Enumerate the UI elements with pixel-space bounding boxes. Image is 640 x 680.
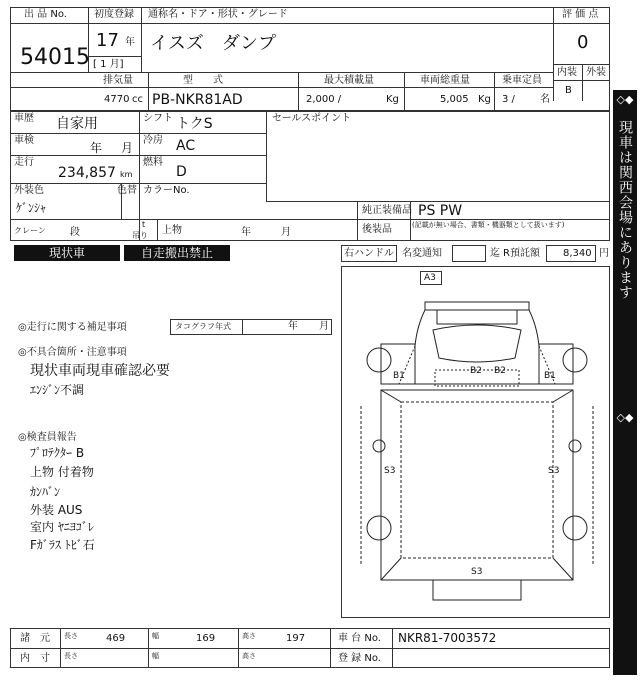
model-type: PB-NKR81AD — [152, 92, 243, 108]
reg-no-label: 登 録 No. — [338, 653, 381, 664]
divider — [410, 219, 411, 241]
interior-score: B — [565, 85, 572, 96]
divider — [10, 72, 553, 73]
first-reg-label: 初度登録 — [94, 9, 134, 20]
inspection-month: 月 — [121, 141, 134, 155]
damage-mark-a3: A3 — [424, 273, 436, 283]
r-deposit-unit: 円 — [599, 248, 609, 259]
chassis-no: NKR81-7003572 — [398, 631, 497, 645]
length-label: 長さ — [64, 632, 78, 640]
damage-mark-s3: S3 — [384, 466, 396, 476]
no-self-drive-badge: 自走搬出禁止 — [124, 245, 230, 261]
history: 自家用 — [56, 116, 98, 132]
divider — [157, 219, 158, 241]
report-line: Fｶﾞﾗｽ ﾄﾋﾞ石 — [30, 538, 95, 552]
inspector-label: ◎検査員報告 — [18, 432, 77, 443]
model-name-label: 通称名・ドア・形状・グレード — [148, 9, 288, 20]
shift-label: シフト — [143, 113, 173, 124]
divider — [266, 201, 357, 202]
name-change-box — [452, 245, 486, 262]
width-label: 幅 — [152, 652, 159, 660]
divider — [494, 72, 495, 111]
divider — [404, 72, 405, 111]
r-deposit: 8,340 — [563, 248, 592, 259]
score-label: 評 価 点 — [562, 9, 599, 20]
length-label: 長さ — [64, 652, 78, 660]
length: 469 — [106, 633, 126, 644]
tacho-year: 年 — [288, 321, 298, 332]
divider — [10, 87, 553, 88]
truck-diagram — [341, 266, 610, 618]
divider — [266, 111, 267, 201]
height-label: 高さ — [242, 652, 256, 660]
report-line: ﾌﾟﾛﾃｸﾀｰ B — [30, 446, 85, 460]
gross-weight: 5,005 — [440, 94, 469, 105]
mileage-unit: km — [120, 170, 133, 179]
reg-year-unit: 年 — [125, 37, 135, 48]
exterior-label: 外装 — [586, 67, 606, 78]
divider — [357, 201, 358, 219]
deadline-label: 迄 — [490, 248, 500, 259]
interior-label: 内装 — [557, 67, 577, 78]
divider — [582, 64, 583, 101]
damage-mark-s3: S3 — [471, 567, 483, 577]
ext-color: ｹﾞﾝｼｬ — [16, 201, 47, 215]
divider — [148, 72, 149, 111]
inspection-label: 車検 — [14, 135, 34, 146]
lot-no-label: 出 品 No. — [24, 9, 67, 20]
damage-mark-b1: B1 — [544, 371, 556, 381]
reg-year: 17 — [96, 30, 119, 51]
divider — [553, 7, 554, 101]
max-load-label: 最大積載量 — [324, 75, 374, 86]
diamond-icon: ◇◆ — [616, 411, 634, 424]
equipment: PS PW — [418, 203, 463, 219]
ac: AC — [176, 138, 196, 154]
divider — [238, 628, 239, 668]
color-change-label: 色替 — [117, 185, 137, 196]
gross-weight-unit: Kg — [478, 94, 491, 105]
damage-mark-b1: B1 — [393, 371, 405, 381]
mileage-label: 走行 — [14, 157, 34, 168]
width: 169 — [196, 633, 216, 644]
defect-line: ｴﾝｼﾞﾝ不調 — [30, 383, 85, 397]
driving-notes-label: ◎走行に関する補足事項 — [18, 322, 127, 333]
specs-label: 諸 元 — [20, 633, 50, 644]
fuel: D — [176, 164, 187, 180]
report-line: 上物 付着物 — [30, 465, 94, 479]
aftermarket-label: 後装品 — [362, 224, 392, 235]
aftermarket-note: (記載が無い場合、書類・機器類として扱います) — [412, 221, 565, 229]
divider — [357, 201, 610, 202]
shift: トクS — [176, 116, 213, 132]
gross-weight-label: 車両総重量 — [420, 75, 470, 86]
inspection-year: 年 — [90, 141, 103, 155]
max-load: 2,000 / — [306, 94, 342, 105]
tacho-month: 月 — [319, 321, 329, 332]
location-banner — [613, 90, 637, 675]
report-line: ｶﾝﾊﾞﾝ — [30, 485, 61, 499]
report-line: 外装 AUS — [30, 503, 83, 517]
displacement-unit: cc — [132, 94, 143, 105]
r-deposit-label: R預託額 — [503, 248, 540, 259]
body-label: 上物 — [162, 225, 182, 236]
damage-mark-s3: S3 — [548, 466, 560, 476]
capacity-unit: 名 — [540, 94, 550, 105]
inner-label: 内 寸 — [20, 653, 50, 664]
score: 0 — [577, 32, 589, 53]
color-no-label: カラーNo. — [143, 185, 190, 196]
divider — [10, 648, 610, 649]
diamond-icon: ◇◆ — [616, 93, 634, 106]
damage-mark-b2: B2 — [470, 366, 482, 376]
height: 197 — [286, 633, 306, 644]
crane-tsuri: 吊り — [132, 231, 148, 240]
defect-line: 現状車両現車確認必要 — [30, 363, 170, 379]
displacement: 4770 — [104, 94, 130, 105]
name-change-label: 名変通知 — [402, 248, 442, 259]
divider — [148, 628, 149, 668]
model-type-label: 型 式 — [183, 75, 223, 86]
capacity-label: 乗車定員 — [502, 75, 542, 86]
divider — [10, 133, 266, 134]
crane-label: クレーン — [14, 226, 46, 235]
mileage: 234,857 — [58, 165, 116, 181]
current-vehicle-badge: 現状車 — [14, 245, 120, 261]
divider — [88, 56, 141, 57]
divider — [330, 628, 331, 668]
reg-month: [ 1 月] — [93, 59, 124, 70]
max-load-unit: Kg — [386, 94, 399, 105]
crane-dan: 段 — [70, 227, 80, 238]
divider — [60, 628, 61, 668]
sales-point-label: セールスポイント — [272, 113, 352, 124]
body-year: 年 — [241, 227, 251, 238]
report-line: 室内 ﾔﾆﾖｺﾞﾚ — [30, 520, 94, 534]
divider — [10, 183, 266, 184]
divider — [10, 155, 266, 156]
divider — [10, 219, 610, 220]
capacity: 3 / — [502, 94, 515, 105]
location-text: 現車は関西会場にあります — [617, 120, 633, 300]
divider — [298, 72, 299, 111]
displacement-label: 排気量 — [103, 75, 133, 86]
ac-label: 冷房 — [143, 135, 163, 146]
divider — [10, 23, 610, 24]
damage-mark-b2: B2 — [494, 366, 506, 376]
height-label: 高さ — [242, 632, 256, 640]
model-name: イスズ ダンプ — [150, 33, 276, 54]
divider — [392, 628, 393, 668]
crane-t: t — [142, 220, 146, 229]
right-hand: 右ハンドル — [344, 248, 394, 259]
lot-no: 54015 — [20, 45, 90, 70]
width-label: 幅 — [152, 632, 159, 640]
body-month: 月 — [281, 227, 291, 238]
equipment-label: 純正装備品 — [362, 205, 412, 216]
ext-color-label: 外装色 — [14, 185, 44, 196]
fuel-label: 燃料 — [143, 157, 163, 168]
defects-label: ◎不具合箇所・注意事項 — [18, 347, 127, 358]
divider — [139, 111, 140, 241]
chassis-label: 車 台 No. — [338, 633, 381, 644]
history-label: 車歴 — [14, 113, 34, 124]
divider — [141, 7, 142, 72]
divider — [242, 319, 243, 335]
tachograph-label: タコグラフ年式 — [175, 322, 231, 331]
divider — [357, 219, 358, 241]
